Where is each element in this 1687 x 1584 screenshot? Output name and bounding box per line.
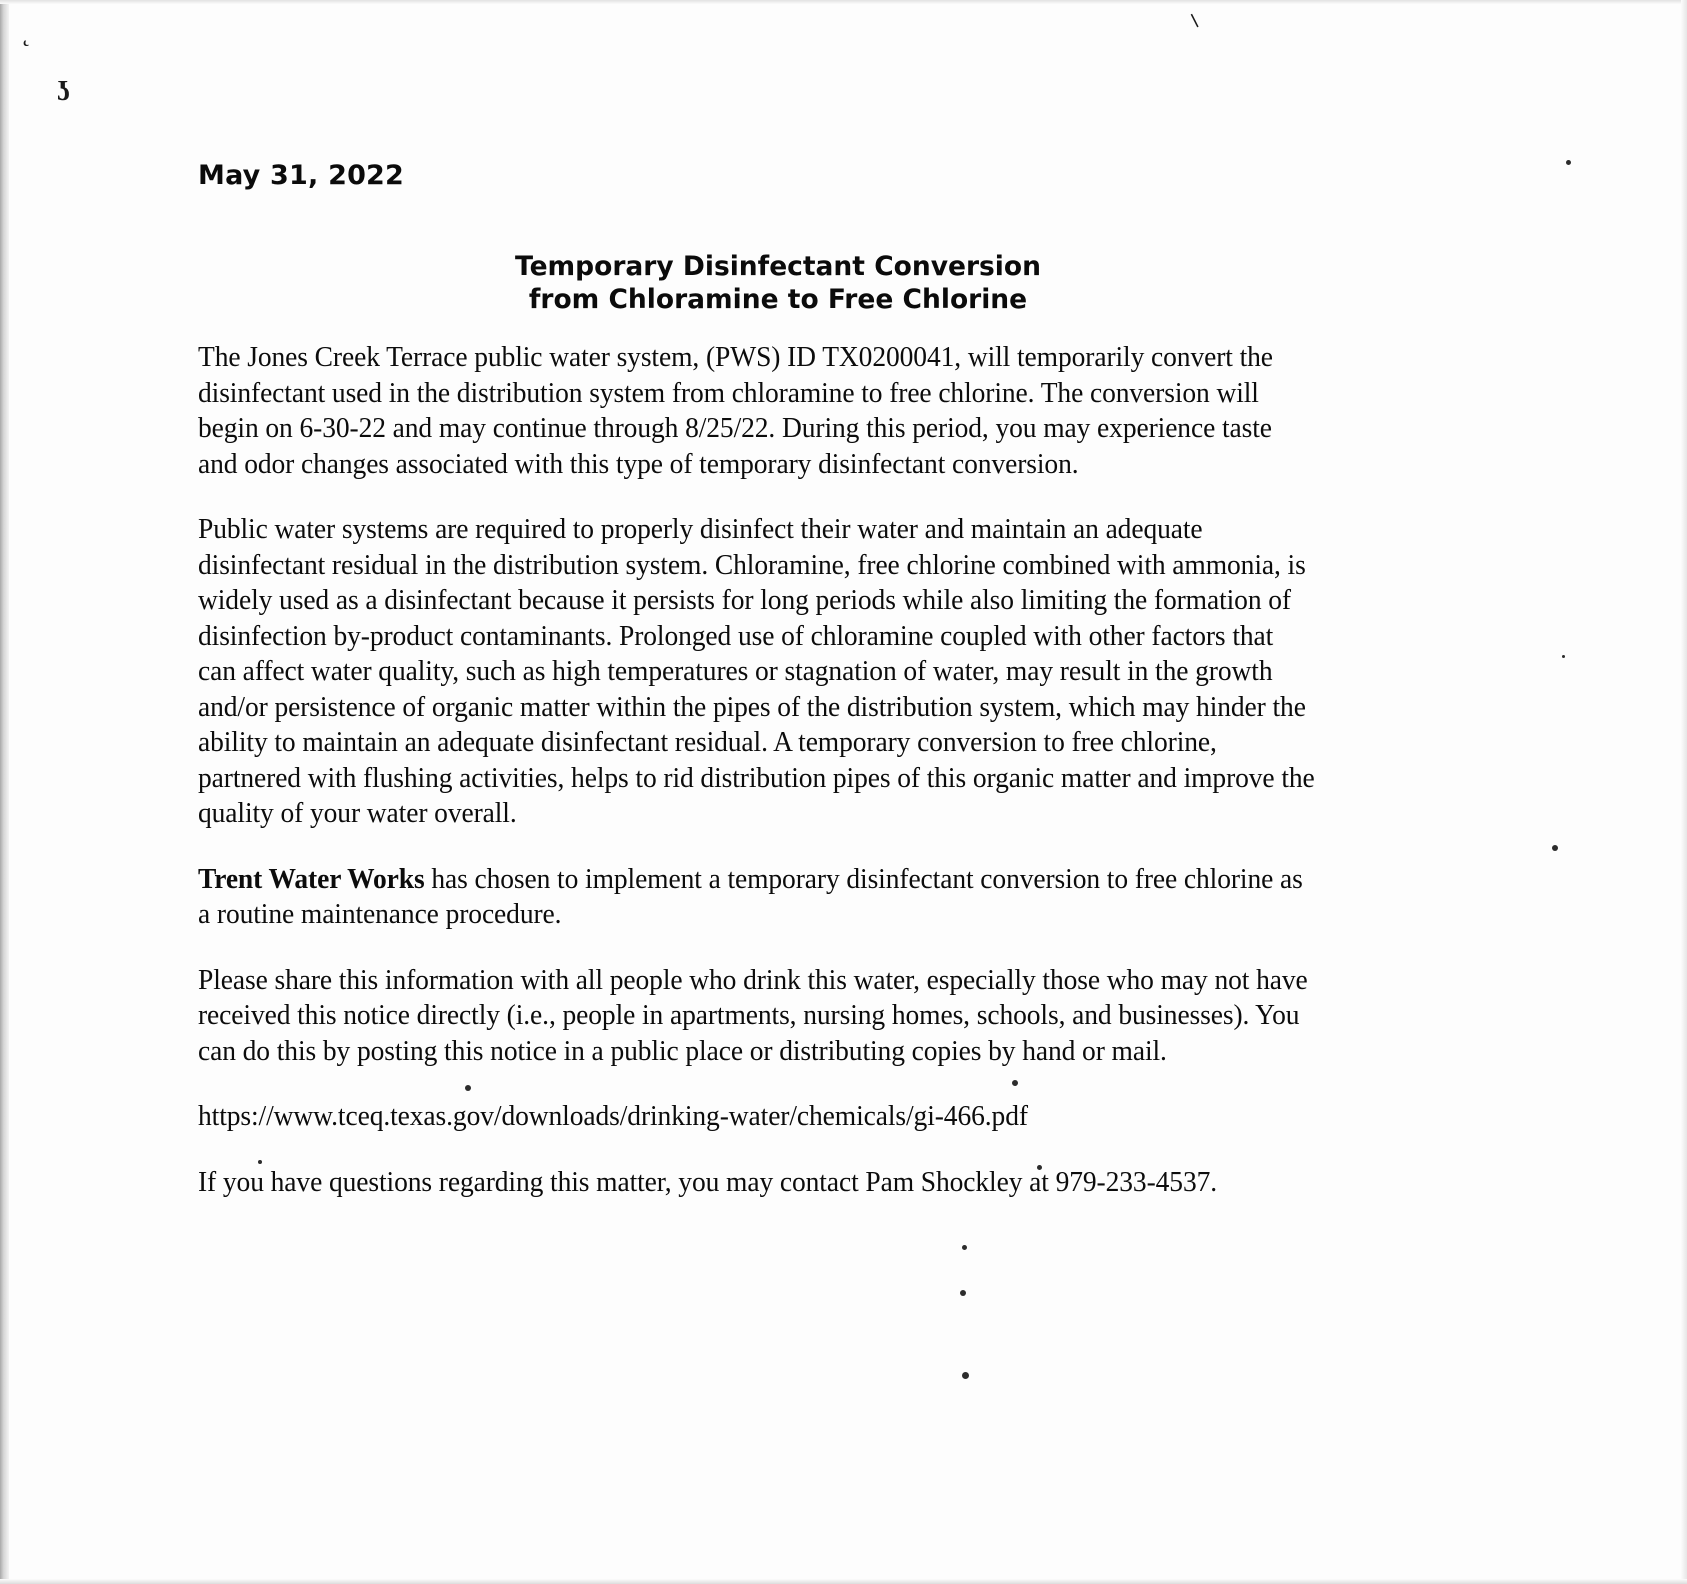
scan-artifact-top-right: ⸌ <box>1180 8 1205 45</box>
title-line-2: from Chloramine to Free Chlorine <box>528 284 1028 315</box>
scan-artifact-top-left-2: ʖ <box>57 76 70 107</box>
utility-name: Trent Water Works <box>198 863 425 895</box>
paragraph-background: Public water systems are required to properly disinfect their water and maintain an adequate disinfectant residual in the distribution system. Chloramine, free chlorine combined with ammonia, is widely used as a disinfectant because it persists for long periods while also limiting the formation of disinfection by-product contaminants. Prolonged use of chloramine coupled with other factors that can affect water quality, such as high temperatures or stagnation of water, may result in the growth and/or persistence of organic matter within the pipes of the distribution system, which may hinder the ability to maintain an adequate disinfectant residual. A temporary conversion to free chlorine, partnered with flushing activities, helps to rid distribution pipes of this organic matter and improve the quality of your water overall. <box>198 514 1315 829</box>
scan-speck <box>1562 655 1565 658</box>
utility-statement-text: has chosen to implement a temporary disinfectant conversion to free chlorine as a routine maintenance procedure. <box>198 863 1303 930</box>
scan-speck <box>1566 160 1571 165</box>
scan-artifact-top-left-1: ˛ <box>22 18 31 47</box>
letter-body <box>198 340 1358 1230</box>
title-line-1: Temporary Disinfectant Conversion <box>515 251 1041 282</box>
paragraph-intro: The Jones Creek Terrace public water system, (PWS) ID TX0200041, will temporarily convert the disinfectant used in the distribution system from chloramine to free chlorine. The conversion will begin on 6-30-22 and may continue through 8/25/22. During this period, you may experience taste and odor changes associated with this type of temporary disinfectant conversion. <box>198 342 1273 480</box>
scan-speck <box>962 1245 967 1250</box>
document-title <box>198 250 1358 316</box>
scan-edge-right <box>1681 0 1687 1584</box>
scan-edge-bottom <box>0 1579 1687 1584</box>
paragraph-share-notice: Please share this information with all people who drink this water, especially those who may not have received this notice directly (i.e., people in apartments, nursing homes, schools, and businesses). You can do this by posting this notice in a public place or distributing copies by hand or mail. <box>198 964 1308 1067</box>
letter-date: May 31, 2022 <box>198 160 405 191</box>
scan-speck <box>1552 845 1558 851</box>
scan-speck <box>962 1372 969 1379</box>
paragraph-contact: If you have questions regarding this matter, you may contact Pam Shockley at 979-233-4537. <box>198 1166 1218 1198</box>
scan-speck <box>960 1290 966 1296</box>
scan-edge-top <box>0 0 1687 4</box>
paragraph-utility-statement <box>198 862 1317 933</box>
scan-edge-left <box>0 0 9 1584</box>
reference-url[interactable]: https://www.tceq.texas.gov/downloads/drinking-water/chemicals/gi-466.pdf <box>198 1101 1028 1132</box>
